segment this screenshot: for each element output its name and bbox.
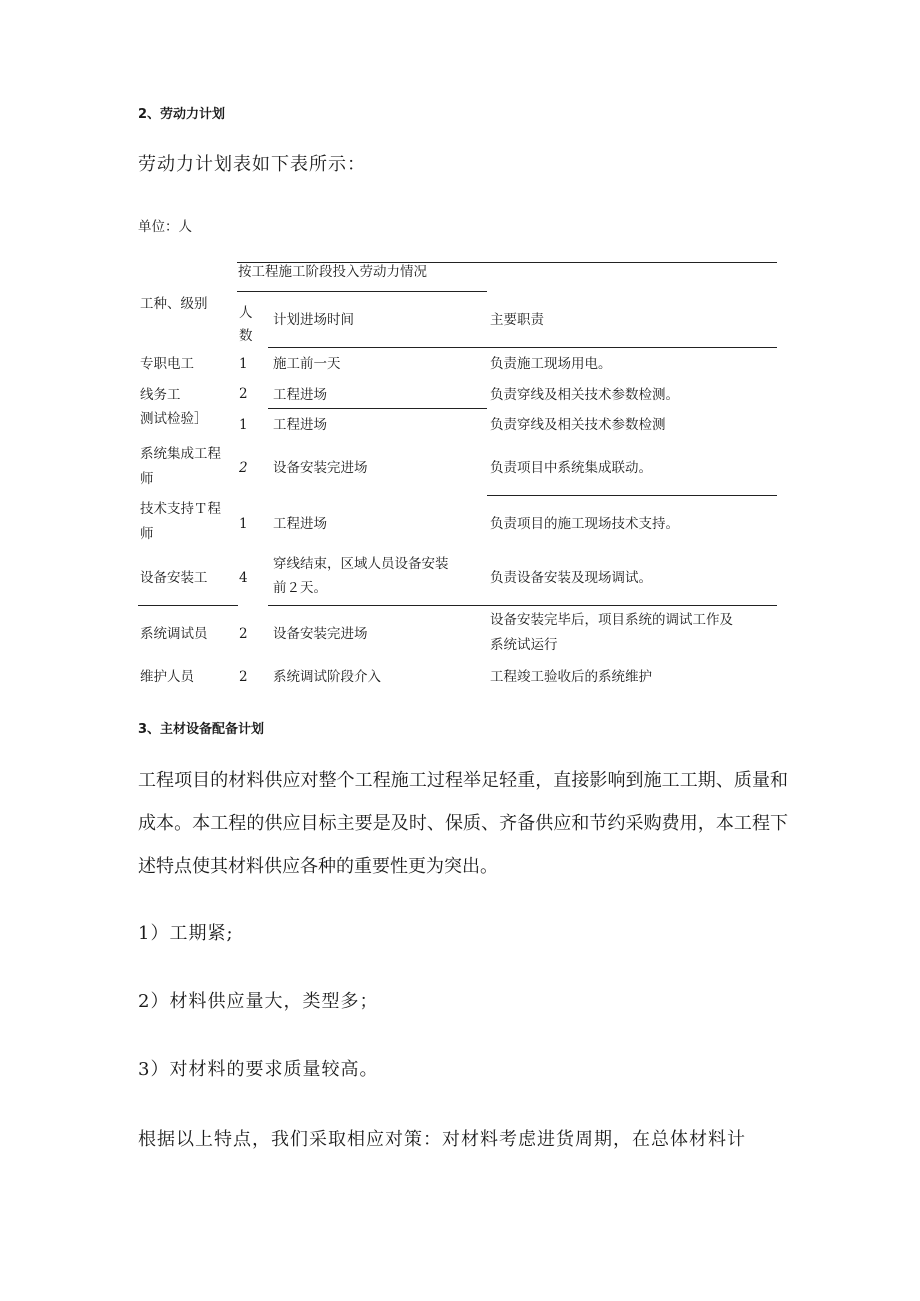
table-cell-count: 2 [239, 460, 248, 476]
table-cell-type-cont: 师 [140, 471, 154, 487]
table-cell-duty: 负责项目中系统集成联动。 [490, 460, 652, 476]
table-cell-duty: 负责项目的施工现场技术支持。 [490, 516, 679, 532]
table-cell-time: 设备安装完进场 [273, 626, 368, 642]
table-rule-row4 [487, 495, 777, 496]
col-header-count-2: 数 [239, 328, 253, 344]
list-item: 1）工期紧; [138, 923, 234, 944]
table-cell-type: 技术支持Ｔ程 [140, 501, 221, 517]
unit-label: 单位：人 [138, 219, 192, 235]
col-header-duty: 主要职责 [490, 312, 544, 328]
table-cell-time: 工程进场 [273, 417, 327, 433]
table-cell-duty: 设备安装完毕后，项目系统的调试工作及 [490, 612, 733, 628]
table-cell-type: 系统集成工程 [140, 446, 221, 462]
col-header-time: 计划进场时间 [273, 312, 354, 328]
table-rule-header [268, 347, 777, 348]
table-cell-count: 1 [239, 356, 248, 372]
materials-paragraph: 工程项目的材料供应对整个工程施工过程举足轻重，直接影响到施工工期、质量和成本。本工程的供应目标主要是及时、保质、齐备供应和节约采购费用，本工程下述特点使其材料供应各种的重要性更为突出。 [138, 770, 788, 877]
table-cell-count: 1 [239, 417, 248, 433]
table-cell-type: 维护人员 [140, 669, 194, 685]
table-cell-type: 测试检验］ [140, 411, 208, 427]
table-cell-duty: 负责穿线及相关技术参数检测。 [490, 387, 679, 403]
table-cell-count: 2 [239, 626, 248, 642]
table-cell-time: 穿线结束，区域人员设备安装 [273, 556, 449, 572]
table-rule-row6-right [268, 605, 777, 606]
table-cell-duty: 工程竣工验收后的系统维护 [490, 669, 652, 685]
list-item: 3）对材料的要求质量较高。 [138, 1059, 379, 1080]
table-cell-duty: 负责设备安装及现场调试。 [490, 570, 652, 586]
list-item: 2）材料供应量大，类型多； [138, 991, 379, 1012]
table-group-header: 按工程施工阶段投入劳动力情况 [238, 264, 427, 280]
col-header-type: 工种、级别 [140, 296, 208, 312]
table-cell-time: 施工前一天 [273, 356, 341, 372]
table-rule-row2 [268, 408, 487, 409]
table-cell-time: 工程进场 [273, 516, 327, 532]
table-cell-duty: 负责穿线及相关技术参数检测 [490, 417, 666, 433]
section-heading-labor: 2、劳动力计划 [138, 107, 226, 122]
strategy-paragraph: 根据以上特点，我们采取相应对策：对材料考虑进货周期，在总体材料计 [138, 1129, 746, 1150]
table-rule-row6-left [138, 605, 238, 606]
table-cell-type-cont: 师 [140, 526, 154, 542]
section-heading-materials: 3、主材设备配备计划 [138, 722, 265, 737]
table-cell-time: 系统调试阶段介入 [273, 669, 381, 685]
table-cell-time: 设备安装完进场 [273, 460, 368, 476]
table-cell-count: 1 [239, 516, 248, 532]
table-cell-count: 2 [239, 669, 248, 685]
col-header-count-1: 人 [239, 305, 253, 321]
table-cell-time-cont: 前２天。 [273, 580, 327, 596]
table-cell-time: 工程进场 [273, 387, 327, 403]
table-cell-duty-cont: 系统试运行 [490, 637, 558, 653]
table-cell-count: 2 [239, 386, 248, 402]
table-cell-count: 4 [239, 570, 248, 586]
table-cell-type: 专职电工 [140, 356, 194, 372]
labor-intro-text: 劳动力计划表如下表所示： [138, 154, 366, 175]
table-cell-type: 线务工 [140, 387, 181, 403]
table-cell-type: 系统调试员 [140, 626, 208, 642]
table-cell-duty: 负责施工现场用电。 [490, 356, 612, 372]
table-cell-type: 设备安装工 [140, 570, 208, 586]
table-rule-group [237, 291, 487, 292]
